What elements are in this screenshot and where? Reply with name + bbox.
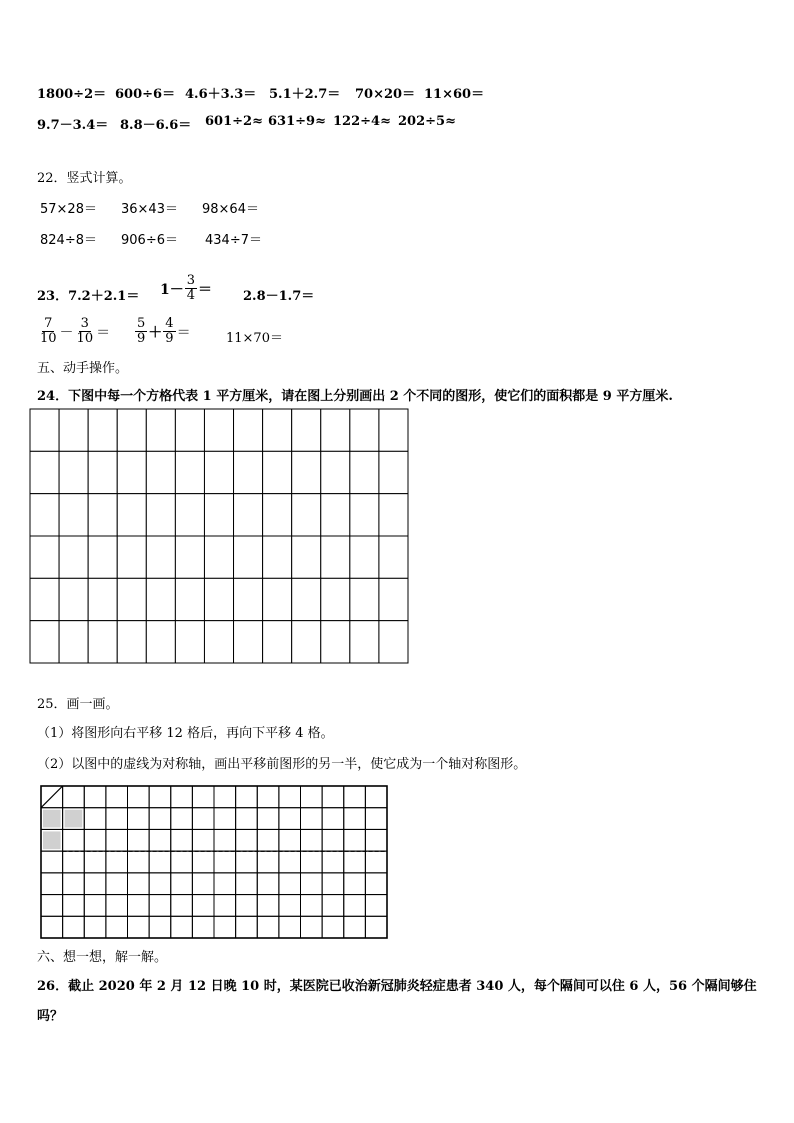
- grid-cell: [279, 916, 301, 938]
- grid-cell: [344, 851, 366, 873]
- q24-text: 24．下图中每一个方格代表 1 平方厘米，请在图上分别画出 2 个不同的图形，使它们的面积都是 9 平方厘米.: [37, 389, 673, 404]
- expression: 2.8－1.7＝: [243, 289, 315, 304]
- grid-cell: [175, 494, 204, 536]
- oral-calc-item: 202÷5≈: [398, 114, 456, 129]
- grid-cell: [301, 851, 323, 873]
- denominator: 10: [40, 331, 57, 346]
- grid-cell: [84, 873, 106, 895]
- grid-cell: [128, 873, 150, 895]
- grid-cell: [30, 409, 59, 451]
- grid-cell: [236, 895, 258, 917]
- grid-cell: [263, 451, 292, 493]
- grid-cell: [30, 578, 59, 620]
- grid-cell: [128, 786, 150, 808]
- grid-cell: [117, 451, 146, 493]
- grid-cell: [171, 851, 193, 873]
- grid-cell: [106, 851, 128, 873]
- oral-calc-item: 9.7－3.4＝: [37, 118, 109, 133]
- numerator: 4: [165, 316, 174, 331]
- vertical-calc-item: 57×28＝: [40, 202, 97, 217]
- grid-cell: [292, 409, 321, 451]
- q25-item-2: （2）以图中的虚线为对称轴，画出平移前图形的另一半，使它成为一个轴对称图形。: [37, 757, 527, 772]
- grid-cell: [149, 786, 171, 808]
- grid-cell: [192, 851, 214, 873]
- grid-cell: [30, 621, 59, 663]
- fraction: [135, 317, 147, 346]
- grid-cell: [344, 916, 366, 938]
- denominator: 10: [76, 331, 94, 346]
- grid-cell: [292, 451, 321, 493]
- section-title: 六、想一想，解一解。: [37, 950, 168, 965]
- grid-cell: [41, 873, 63, 895]
- grid-cell: [301, 829, 323, 851]
- grid-cell: [171, 808, 193, 830]
- grid-cell: [214, 786, 236, 808]
- grid-cell: [322, 808, 344, 830]
- grid-cell: [149, 851, 171, 873]
- oral-calc-item: 601÷2≈: [205, 114, 263, 129]
- grid-cell: [63, 916, 85, 938]
- vertical-calc-item: 36×43＝: [121, 202, 178, 217]
- grid-cell: [257, 851, 279, 873]
- vertical-calc-item: 906÷6＝: [121, 233, 178, 248]
- grid-cell: [149, 829, 171, 851]
- grid-cell: [117, 494, 146, 536]
- numerator: 5: [137, 316, 146, 331]
- grid-cell: [350, 494, 379, 536]
- numerator: 7: [44, 316, 53, 331]
- grid-cell: [321, 494, 350, 536]
- grid-cell: [88, 451, 117, 493]
- shape-cell: [65, 810, 83, 828]
- denominator: 4: [186, 288, 196, 303]
- grid-cell: [279, 895, 301, 917]
- grid-cell: [117, 536, 146, 578]
- grid-cell: [128, 829, 150, 851]
- grid-cell: [192, 873, 214, 895]
- grid-cell: [350, 578, 379, 620]
- grid-cell: [301, 873, 323, 895]
- grid-cell: [321, 409, 350, 451]
- denominator: 9: [165, 331, 174, 346]
- grid-cell: [236, 829, 258, 851]
- grid-cell: [365, 829, 387, 851]
- equals-sign: ＝: [96, 324, 111, 341]
- oral-calc-item: 122÷4≈: [333, 114, 391, 129]
- grid-cell: [379, 578, 408, 620]
- grid-cell: [175, 451, 204, 493]
- grid-cell: [204, 621, 233, 663]
- grid-cell: [301, 895, 323, 917]
- grid-cell: [214, 808, 236, 830]
- grid-cell: [344, 808, 366, 830]
- grid-cell: [204, 409, 233, 451]
- oral-calc-item: 70×20＝: [355, 87, 416, 102]
- grid-cell: [322, 916, 344, 938]
- grid-cell: [171, 829, 193, 851]
- numerator: 3: [80, 316, 89, 331]
- grid-cell: [63, 786, 85, 808]
- grid-cell: [192, 786, 214, 808]
- grid-cell: [279, 851, 301, 873]
- grid-cell: [59, 409, 88, 451]
- grid-cell: [236, 786, 258, 808]
- grid-cell: [149, 916, 171, 938]
- grid-cell: [84, 808, 106, 830]
- operator: ＋: [148, 324, 163, 341]
- grid-cell: [234, 409, 263, 451]
- grid-cell: [279, 829, 301, 851]
- grid-cell: [149, 873, 171, 895]
- grid-cell: [84, 895, 106, 917]
- grid-cell: [192, 829, 214, 851]
- grid-cell: [292, 621, 321, 663]
- grid-cell: [234, 621, 263, 663]
- fraction: [163, 317, 175, 346]
- grid-cell: [214, 829, 236, 851]
- grid-cell: [257, 916, 279, 938]
- question-number: 23．: [37, 289, 69, 304]
- grid-cell: [236, 808, 258, 830]
- grid-cell: [263, 409, 292, 451]
- grid-cell: [204, 536, 233, 578]
- grid-cell: [365, 916, 387, 938]
- grid-cell: [257, 895, 279, 917]
- grid-cell: [175, 409, 204, 451]
- grid-cell: [171, 873, 193, 895]
- grid-cell: [106, 829, 128, 851]
- denominator: 9: [137, 331, 146, 346]
- oral-calc-item: 5.1＋2.7＝: [269, 87, 341, 102]
- grid-cell: [214, 916, 236, 938]
- section-title: 五、动手操作。: [37, 361, 129, 376]
- fraction: [185, 274, 197, 303]
- grid-cell: [41, 895, 63, 917]
- grid-cell: [88, 621, 117, 663]
- grid-cell: [263, 578, 292, 620]
- grid-cell: [63, 851, 85, 873]
- oral-calc-item: 11×60＝: [424, 87, 485, 102]
- grid-cell: [257, 873, 279, 895]
- vertical-calc-item: 824÷8＝: [40, 233, 97, 248]
- grid-cell: [149, 895, 171, 917]
- grid-cell: [84, 916, 106, 938]
- grid-cell: [365, 808, 387, 830]
- grid-cell: [234, 578, 263, 620]
- grid-cell: [301, 916, 323, 938]
- oral-calc-item: 4.6＋3.3＝: [185, 87, 257, 102]
- grid-cell: [234, 494, 263, 536]
- grid-cell: [379, 409, 408, 451]
- grid-cell: [171, 895, 193, 917]
- grid-cell: [321, 536, 350, 578]
- grid-cell: [350, 409, 379, 451]
- grid-cell: [257, 808, 279, 830]
- grid-cell: [41, 916, 63, 938]
- q26-text-line-2: 吗？: [37, 1009, 64, 1024]
- grid-cell: [263, 536, 292, 578]
- grid-cell: [117, 621, 146, 663]
- grid-cell: [350, 536, 379, 578]
- grid-cell: [59, 621, 88, 663]
- grid-cell: [214, 851, 236, 873]
- grid-cell: [84, 786, 106, 808]
- grid-cell: [146, 451, 175, 493]
- grid-cell: [379, 451, 408, 493]
- numerator: 3: [186, 273, 196, 288]
- grid-cell: [292, 536, 321, 578]
- translation-grid[interactable]: [39, 784, 389, 940]
- grid-cell: [128, 808, 150, 830]
- grid-cell: [146, 409, 175, 451]
- shape-diagonal: [41, 786, 63, 808]
- grid-cell: [106, 786, 128, 808]
- oral-calc-item: 631÷9≈: [268, 114, 326, 129]
- oral-calc-item: 600÷6＝: [115, 87, 176, 102]
- grid-cell: [214, 895, 236, 917]
- grid-cell: [350, 621, 379, 663]
- grid-cell: [59, 494, 88, 536]
- grid-cell: [117, 409, 146, 451]
- q25-item-1: （1）将图形向右平移 12 格后，再向下平移 4 格。: [37, 726, 334, 741]
- fraction: [75, 317, 96, 346]
- fraction: [38, 317, 59, 346]
- grid-cell: [344, 829, 366, 851]
- grid-cell: [41, 851, 63, 873]
- grid-cell: [146, 621, 175, 663]
- grid-cell: [84, 829, 106, 851]
- grid-cell: [171, 916, 193, 938]
- grid-cell: [106, 808, 128, 830]
- grid-cell: [84, 851, 106, 873]
- expression-part: 1－: [160, 281, 184, 298]
- grid-cell: [214, 873, 236, 895]
- grid-cell: [204, 578, 233, 620]
- grid-cell: [88, 409, 117, 451]
- equals-sign: ＝: [176, 324, 191, 341]
- q26-text-line-1: 26．截止 2020 年 2 月 12 日晚 10 时，某医院已收治新冠肺炎轻症患者 340 人，每个隔间可以住 6 人，56 个隔间够住: [37, 979, 757, 994]
- grid-cell: [236, 873, 258, 895]
- grid-cell: [322, 786, 344, 808]
- grid-cell: [204, 494, 233, 536]
- grid-cell: [236, 916, 258, 938]
- oral-calc-item: 1800÷2＝: [37, 87, 107, 102]
- grid-cell: [344, 895, 366, 917]
- grid-cell: [379, 494, 408, 536]
- grid-cell: [257, 829, 279, 851]
- grid-cell: [350, 451, 379, 493]
- expression: 11×70＝: [226, 331, 283, 346]
- grid-cell: [30, 494, 59, 536]
- grid-cell: [322, 895, 344, 917]
- grid-cell: [322, 851, 344, 873]
- grid-cell: [63, 873, 85, 895]
- grid-cell: [322, 829, 344, 851]
- grid-cell: [236, 851, 258, 873]
- expression: 7.2＋2.1＝: [68, 289, 140, 304]
- equals-sign: ＝: [198, 281, 213, 298]
- grid-cell: [365, 873, 387, 895]
- grid-cell: [321, 621, 350, 663]
- grid-cell: [279, 873, 301, 895]
- grid-cell: [88, 494, 117, 536]
- grid-cell: [279, 808, 301, 830]
- grid-cell: [128, 895, 150, 917]
- q25-title: 25．画一画。: [37, 697, 119, 712]
- grid-cell: [88, 536, 117, 578]
- grid-cell: [322, 873, 344, 895]
- grid-cell: [59, 536, 88, 578]
- grid-cell: [292, 494, 321, 536]
- grid-cell: [146, 536, 175, 578]
- grid-cell: [379, 621, 408, 663]
- grid-cell: [106, 873, 128, 895]
- grid-cell: [106, 895, 128, 917]
- grid-cell: [128, 851, 150, 873]
- grid-cell: [365, 895, 387, 917]
- grid-cell: [30, 451, 59, 493]
- grid-cell: [192, 808, 214, 830]
- grid-cell: [365, 851, 387, 873]
- grid-cell: [365, 786, 387, 808]
- grid-cell: [379, 536, 408, 578]
- grid-cell: [192, 916, 214, 938]
- expression-fraction: [134, 317, 191, 346]
- grid-cell: [321, 578, 350, 620]
- grid-cell: [128, 916, 150, 938]
- grid-cell: [263, 494, 292, 536]
- grid-cell: [301, 808, 323, 830]
- grid-cell: [292, 578, 321, 620]
- shape-cell: [43, 831, 61, 849]
- grid-cell: [146, 578, 175, 620]
- expression-fraction: [37, 317, 110, 346]
- grid-cell: [149, 808, 171, 830]
- shape-cell: [43, 810, 61, 828]
- grid-cell: [106, 916, 128, 938]
- oral-calc-item: 8.8－6.6＝: [120, 118, 192, 133]
- grid-cell: [344, 873, 366, 895]
- grid-cell: [344, 786, 366, 808]
- vertical-calc-item: 434÷7＝: [205, 233, 262, 248]
- vertical-calc-item: 98×64＝: [202, 202, 259, 217]
- grid-cell: [257, 786, 279, 808]
- grid-cell: [117, 578, 146, 620]
- grid-cell: [204, 451, 233, 493]
- grid-cell: [171, 786, 193, 808]
- grid-cell: [175, 621, 204, 663]
- grid-cell: [175, 536, 204, 578]
- operator: －: [59, 324, 74, 341]
- grid-cell: [263, 621, 292, 663]
- grid-cell: [301, 786, 323, 808]
- q22-title: 22．竖式计算。: [37, 171, 132, 186]
- grid-cell: [59, 451, 88, 493]
- q23-line-1: [37, 285, 139, 304]
- grid-cell: [321, 451, 350, 493]
- square-grid[interactable]: [29, 408, 409, 664]
- expression-fraction: [160, 274, 212, 303]
- grid-cell: [30, 536, 59, 578]
- grid-cell: [279, 786, 301, 808]
- grid-cell: [63, 829, 85, 851]
- grid-cell: [63, 895, 85, 917]
- grid-cell: [146, 494, 175, 536]
- grid-cell: [234, 451, 263, 493]
- grid-cell: [192, 895, 214, 917]
- grid-cell: [88, 578, 117, 620]
- grid-cell: [59, 578, 88, 620]
- grid-cell: [175, 578, 204, 620]
- grid-cell: [234, 536, 263, 578]
